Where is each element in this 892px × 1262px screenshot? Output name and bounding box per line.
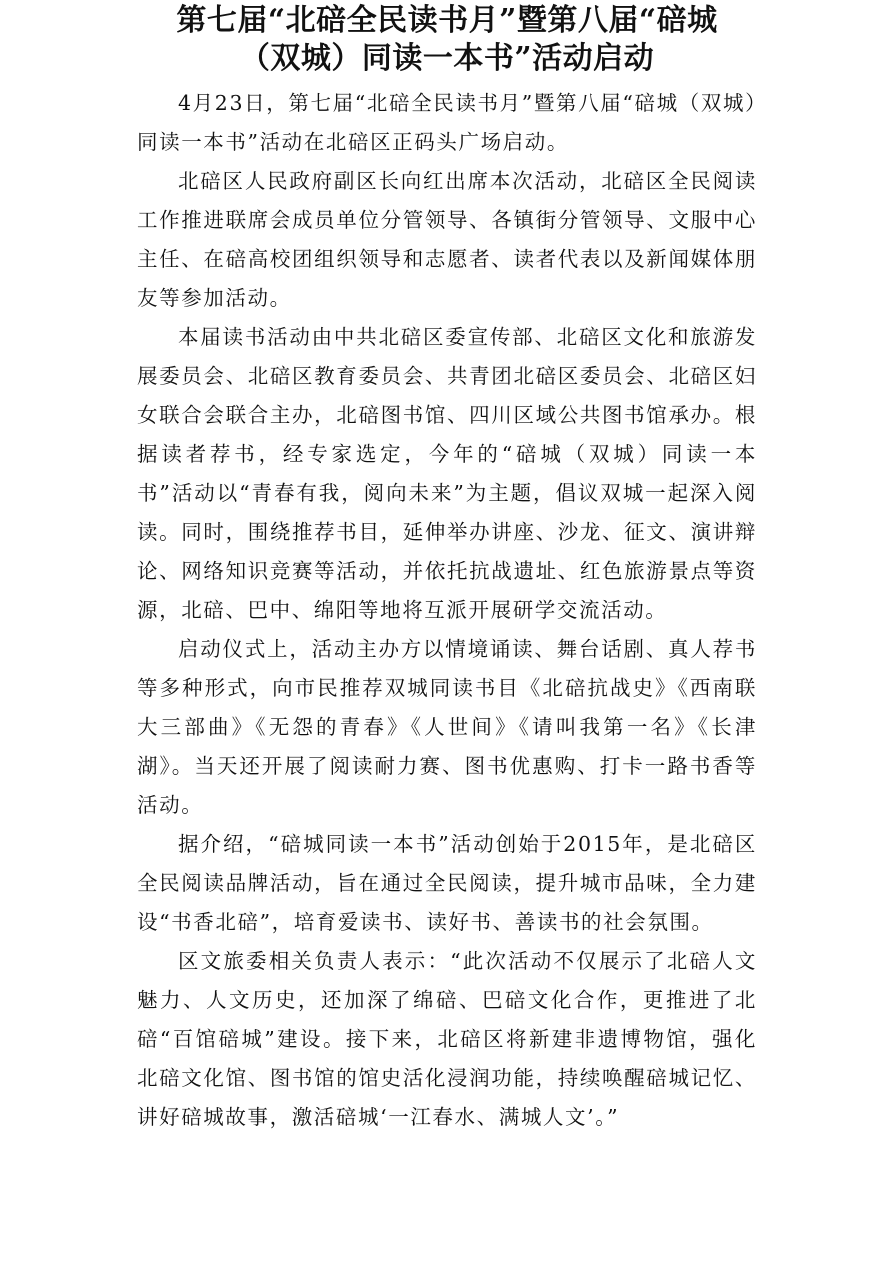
article-title xyxy=(137,2,757,78)
paragraph-1: 4月23日，第七届“北碚全民读书月”暨第八届“碚城（双城）同读一本书”活动在北碚区正码头广场启动。 xyxy=(137,91,757,154)
paragraph-5: 据介绍，“碚城同读一本书”活动创始于2015年，是北碚区全民阅读品牌活动，旨在通过全民阅读，提升城市品味，全力建设“书香北碚”，培育爱读书、读好书、善读书的社会氛围。 xyxy=(137,832,757,934)
paragraph-2: 北碚区人民政府副区长向红出席本次活动，北碚区全民阅读工作推进联席会成员单位分管领导、各镇街分管领导、文服中心主任、在碚高校团组织领导和志愿者、读者代表以及新闻媒体朋友等参加活动。 xyxy=(137,169,757,310)
article xyxy=(137,0,757,1137)
article-title-line-1: 第七届“北碚全民读书月”暨第八届“碚城 xyxy=(176,3,718,38)
article-body xyxy=(137,84,757,1137)
paragraph-3: 本届读书活动由中共北碚区委宣传部、北碚区文化和旅游发展委员会、北碚区教育委员会、共青团北碚区委员会、北碚区妇女联合会联合主办，北碚图书馆、四川区域公共图书馆承办。根据读者荐书，经专家选定，今年的“碚城（双城）同读一本书”活动以“青春有我，阅向未来”为主题，倡议双城一起深入阅读。同时，围绕推荐书目，延伸举办讲座、沙龙、征文、演讲辩论、网络知识竞赛等活动，并依托抗战遗址、红色旅游景点等资源，北碚、巴中、绵阳等地将互派开展研学交流活动。 xyxy=(137,325,757,622)
paragraph-4: 启动仪式上，活动主办方以情境诵读、舞台话剧、真人荐书等多种形式，向市民推荐双城同读书目《北碚抗战史》《西南联大三部曲》《无怨的青春》《人世间》《请叫我第一名》《长津湖》。当天还开展了阅读耐力赛、图书优惠购、打卡一路书香等活动。 xyxy=(137,637,757,817)
article-title-line-2: （双城）同读一本书”活动启动 xyxy=(239,41,655,76)
paragraph-6: 区文旅委相关负责人表示：“此次活动不仅展示了北碚人文魅力、人文历史，还加深了绵碚、巴碚文化合作，更推进了北碚“百馆碚城”建设。接下来，北碚区将新建非遗博物馆，强化北碚文化馆、图书馆的馆史活化浸润功能，持续唤醒碚城记忆、讲好碚城故事，激活碚城‘一江春水、满城人文’。” xyxy=(137,949,757,1129)
